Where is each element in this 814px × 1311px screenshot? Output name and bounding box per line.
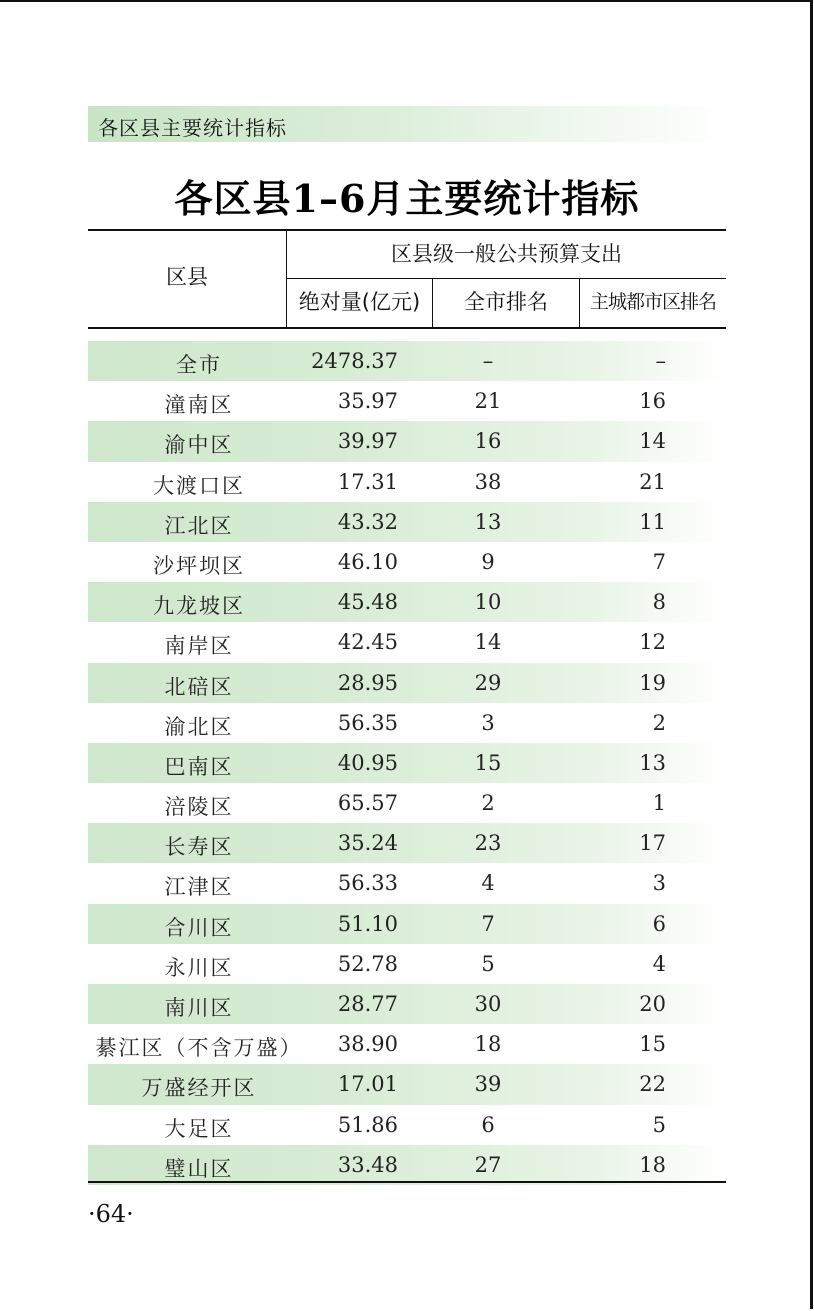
main-urban-rank-cell: 7 [652,549,666,574]
city-rank-cell: 13 [474,509,502,534]
city-rank-cell: 9 [481,549,495,574]
main-urban-rank-cell: 12 [639,630,666,655]
district-cell: 渝中区 [164,433,234,458]
table-body [88,341,726,1185]
table-row [88,341,726,381]
city-rank-cell: 23 [474,831,502,856]
table-row [88,863,726,903]
table-row [88,462,726,502]
main-urban-rank-cell: 17 [639,831,666,856]
city-rank-cell: 3 [481,710,495,735]
city-rank-cell: 38 [474,469,502,494]
city-rank-cell: 15 [474,750,502,775]
header-absolute-value: 绝对量(亿元) [287,279,433,327]
main-urban-rank-cell: 22 [639,1072,666,1097]
main-urban-rank-cell: 2 [652,710,666,735]
district-cell: 綦江区（不含万盛） [95,1036,303,1061]
absolute-value-cell: 38.90 [337,1032,398,1057]
district-cell: 南岸区 [164,634,234,659]
city-rank-cell: 39 [474,1072,502,1097]
absolute-value-cell: 56.33 [337,871,398,896]
district-cell: 九龙坡区 [153,594,245,619]
absolute-value-cell: 46.10 [337,549,398,574]
table-row [88,663,726,703]
main-urban-rank-cell: 11 [639,509,666,534]
table-row [88,381,726,421]
district-cell: 大渡口区 [153,473,245,498]
absolute-value-cell: 52.78 [337,951,398,976]
district-cell: 大足区 [164,1116,234,1141]
main-urban-rank-cell: 6 [652,911,666,936]
district-cell: 沙坪坝区 [153,553,245,578]
absolute-value-cell: 17.31 [337,469,398,494]
main-urban-rank-cell: 18 [639,1152,666,1177]
city-rank-cell: – [482,349,494,373]
table-row [88,582,726,622]
table-header [88,229,726,329]
main-urban-rank-cell: 1 [652,791,666,816]
table-row [88,783,726,823]
main-urban-rank-cell: 19 [639,670,666,695]
table-row [88,944,726,984]
table-row [88,1024,726,1064]
absolute-value-cell: 2478.37 [311,349,398,373]
district-cell: 江北区 [164,513,234,538]
absolute-value-cell: 17.01 [337,1072,398,1097]
city-rank-cell: 7 [481,911,495,936]
main-urban-rank-cell: 21 [639,469,666,494]
district-cell: 渝北区 [164,714,234,739]
district-cell: 北碚区 [164,674,234,699]
absolute-value-cell: 43.32 [337,509,398,534]
city-rank-cell: 2 [481,791,495,816]
table-row [88,823,726,863]
absolute-value-cell: 42.45 [337,630,398,655]
absolute-value-cell: 39.97 [337,429,398,454]
absolute-value-cell: 28.77 [337,992,398,1016]
district-cell: 涪陵区 [164,795,234,820]
city-rank-cell: 10 [474,590,502,615]
table-row [88,502,726,542]
page-title: 各区县1–6月主要统计指标 [174,176,640,221]
main-urban-rank-cell: 4 [652,951,666,976]
absolute-value-cell: 51.86 [337,1112,398,1137]
table-row [88,1064,726,1104]
city-rank-cell: 18 [474,1032,502,1057]
main-urban-rank-cell: 8 [652,590,666,615]
section-header-text: 各区县主要统计指标 [98,116,287,140]
absolute-value-cell: 33.48 [337,1152,398,1177]
header-budget-group: 区县级一般公共预算支出 [287,231,726,279]
absolute-value-cell: 65.57 [337,791,398,816]
absolute-value-cell: 28.95 [337,670,398,695]
city-rank-cell: 5 [481,951,495,976]
city-rank-cell: 27 [474,1152,502,1177]
district-cell: 万盛经开区 [141,1076,257,1101]
table-row [88,904,726,944]
city-rank-cell: 14 [474,630,502,655]
main-urban-rank-cell: 15 [639,1032,666,1057]
district-cell: 江津区 [164,875,234,900]
absolute-value-cell: 51.10 [337,911,398,936]
district-cell: 南川区 [164,996,234,1020]
city-rank-cell: 4 [481,871,495,896]
section-header-band [88,106,728,142]
table-row [88,421,726,461]
table-row [88,703,726,743]
header-main-urban-rank: 主城都市区排名 [589,291,716,313]
table-row [88,622,726,662]
city-rank-cell: 16 [474,429,502,454]
table-row [88,984,726,1024]
city-rank-cell: 6 [481,1112,495,1137]
absolute-value-cell: 35.97 [337,389,398,414]
main-urban-rank-cell: 5 [652,1112,666,1137]
table-row [88,1105,726,1145]
absolute-value-cell: 56.35 [337,710,398,735]
absolute-value-cell: 45.48 [337,590,398,615]
absolute-value-cell: 35.24 [337,831,398,856]
table-row [88,743,726,783]
district-cell: 璧山区 [164,1156,234,1181]
main-urban-rank-cell: 14 [639,429,666,454]
main-urban-rank-cell: 20 [639,992,666,1016]
statistics-table [88,229,726,1185]
table-row [88,1145,726,1185]
main-urban-rank-cell: 3 [652,871,666,896]
district-cell: 合川区 [164,915,234,940]
table-bottom-rule [88,1181,726,1183]
district-cell: 永川区 [164,955,234,980]
district-cell: 潼南区 [164,393,234,418]
header-district: 区县 [88,231,287,327]
district-cell: 全市 [176,353,222,377]
header-city-rank: 全市排名 [433,279,580,327]
main-urban-rank-cell: 16 [639,389,666,414]
main-urban-rank-cell: – [655,349,666,373]
page-number: ·64· [88,1200,134,1228]
table-row [88,542,726,582]
main-urban-rank-cell: 13 [639,750,666,775]
district-cell: 巴南区 [164,754,234,779]
district-cell: 长寿区 [164,835,234,860]
city-rank-cell: 29 [474,670,502,695]
city-rank-cell: 30 [474,992,502,1016]
absolute-value-cell: 40.95 [337,750,398,775]
city-rank-cell: 21 [474,389,502,414]
